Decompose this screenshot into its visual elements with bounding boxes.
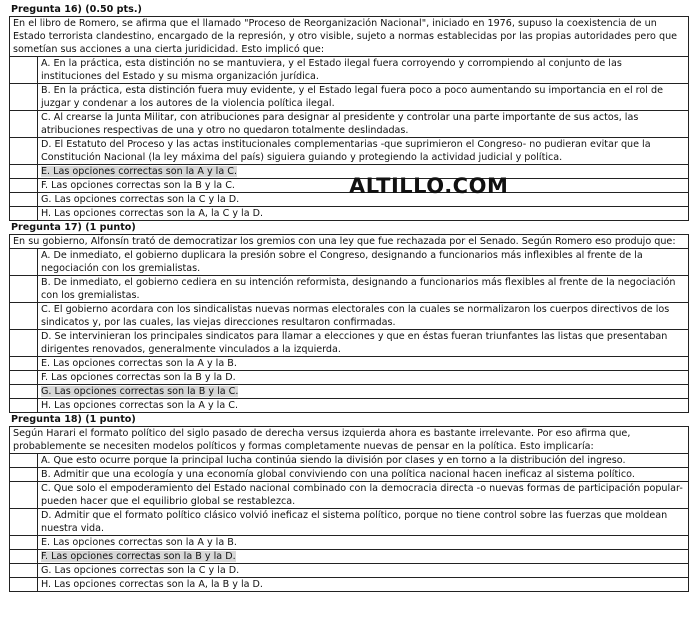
option-text: F. Las opciones correctas son la B y la C. <box>41 180 235 191</box>
question-stem: En el libro de Romero, se afirma que el llamado "Proceso de Reorganización Nacional", iniciado en 1976, supuso la coexistencia de un Estado terrorista clandestino, encargado de la represión, y otro visible, sujeto a normas establecidas por las propias autoridades pero que sometían sus acciones a una cierta juridicidad. Esto implicó que: <box>10 17 688 57</box>
selected-answer-highlight: G. Las opciones correctas son la B y la C. <box>41 386 239 397</box>
question-table <box>9 427 689 592</box>
option-text: B. Admitir que una ecología y una economía global conviviendo con una política nacional hacen ineficaz al sistema político. <box>41 469 635 480</box>
answer-option-h[interactable] <box>10 399 688 413</box>
option-text: C. Que solo el empoderamiento del Estado nacional combinado con la democracia directa -o nuevas formas de participación popular- pueden hacer que el equilibrio global se restablezca. <box>41 483 683 507</box>
option-text: D. El Estatuto del Proceso y las actas institucionales complementarias -que suprimieron el Congreso- no pudieran evitar que la Constitución Nacional (la ley máxima del país) siguiera guiando y protegiendo la actividad judicial y política. <box>41 139 651 163</box>
question-17 <box>9 221 689 413</box>
question-stem: Según Harari el formato político del siglo pasado de derecha versus izquierda ahora es bastante irrelevante. Por eso afirma que, probablemente se necesiten modelos políticos y formas completamente nuevas de pensar en la política. Esto implicaría: <box>10 427 688 454</box>
answer-option-h[interactable] <box>10 207 688 221</box>
option-text: H. Las opciones correctas son la A y la C. <box>41 400 239 411</box>
selected-answer-highlight: F. Las opciones correctas son la B y la D. <box>41 551 236 562</box>
answer-option-d[interactable] <box>10 509 688 536</box>
option-text: H. Las opciones correctas son la A, la B y la D. <box>41 579 263 590</box>
option-text: G. Las opciones correctas son la C y la D. <box>41 194 240 205</box>
answer-option-a[interactable] <box>10 249 688 276</box>
question-table <box>9 235 689 413</box>
answer-option-b[interactable] <box>10 468 688 482</box>
answer-option-c[interactable] <box>10 111 688 138</box>
answer-option-b[interactable] <box>10 276 688 303</box>
option-text: D. Se intervinieran los principales sindicatos para llamar a elecciones y que en éstas fueran triunfantes las listas que presentaban dirigentes renovados, generalmente vinculados a la izquierda. <box>41 331 668 355</box>
option-text: A. En la práctica, esta distinción no se mantuviera, y el Estado ilegal fuera corroyendo y corrompiendo al conjunto de las instituciones del Estado y su misma organización jurídica. <box>41 58 622 82</box>
answer-option-a[interactable] <box>10 454 688 468</box>
option-text: B. En la práctica, esta distinción fuera muy evidente, y el Estado legal fuera poco a poco aumentando su importancia en el rol de juzgar y condenar a los autores de la violencia política ilegal. <box>41 85 663 109</box>
answer-option-g[interactable] <box>10 385 688 399</box>
answer-option-d[interactable] <box>10 138 688 165</box>
question-header: Pregunta 18) (1 punto) <box>9 413 689 427</box>
exam-document <box>9 3 689 592</box>
selected-answer-highlight: E. Las opciones correctas son la A y la C. <box>41 166 238 177</box>
answer-option-a[interactable] <box>10 57 688 84</box>
question-18 <box>9 413 689 592</box>
option-text: A. De inmediato, el gobierno duplicara la presión sobre el Congreso, designando a funcionarios más inflexibles al frente de la negociación con los gremialistas. <box>41 250 643 274</box>
option-text: G. Las opciones correctas son la C y la D. <box>41 565 240 576</box>
answer-option-b[interactable] <box>10 84 688 111</box>
option-text: A. Que esto ocurre porque la principal lucha continúa siendo la división por clases y en torno a la distribución del ingreso. <box>41 455 626 466</box>
option-text: E. Las opciones correctas son la A y la B. <box>41 537 237 548</box>
option-text: C. Al crearse la Junta Militar, con atribuciones para designar al presidente y controlar una parte importante de sus actos, las atribuciones respectivas de una y otro no quedaron totalmente deslindadas. <box>41 112 639 136</box>
option-text: E. Las opciones correctas son la A y la B. <box>41 358 237 369</box>
answer-option-h[interactable] <box>10 578 688 592</box>
option-text: F. Las opciones correctas son la B y la D. <box>41 372 236 383</box>
question-stem: En su gobierno, Alfonsín trató de democratizar los gremios con una ley que fue rechazada por el Senado. Según Romero eso produjo que: <box>10 235 688 249</box>
question-header: Pregunta 16) (0.50 pts.) <box>9 3 689 17</box>
option-text: H. Las opciones correctas son la A, la C y la D. <box>41 208 264 219</box>
option-text: D. Admitir que el formato político clásico volvió ineficaz el sistema político, porque no tiene control sobre las fuerzas que moldean nuestra vida. <box>41 510 668 534</box>
watermark-logo: ALTILLO.COM <box>349 174 509 198</box>
answer-option-c[interactable] <box>10 303 688 330</box>
answer-option-e[interactable] <box>10 357 688 371</box>
answer-option-e[interactable] <box>10 536 688 550</box>
question-header: Pregunta 17) (1 punto) <box>9 221 689 235</box>
answer-option-d[interactable] <box>10 330 688 357</box>
option-text: B. De inmediato, el gobierno cediera en su intención reformista, designando a funcionarios más flexibles al frente de la negociación con los gremialistas. <box>41 277 676 301</box>
answer-option-f[interactable] <box>10 371 688 385</box>
answer-option-c[interactable] <box>10 482 688 509</box>
answer-option-g[interactable] <box>10 564 688 578</box>
option-text: C. El gobierno acordara con los sindicalistas nuevas normas electorales con la cuales se normalizaron los cuerpos directivos de los sindicatos y, por las cuales, las viejas direcciones resultaron confirmadas. <box>41 304 670 328</box>
answer-option-f[interactable] <box>10 550 688 564</box>
